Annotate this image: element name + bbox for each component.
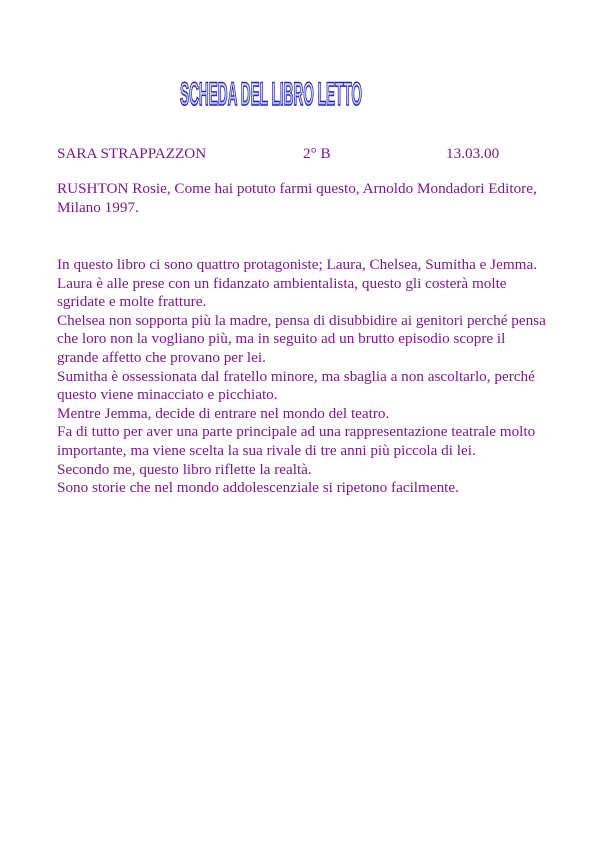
paragraph: In questo libro ci sono quattro protagoniste; Laura, Chelsea, Sumitha e Jemma.	[57, 256, 537, 273]
paragraph: Chelsea non sopporta più la madre, pensa di disubbidire ai genitori perché pensa che loro non la vogliano più, ma in seguito ad un brutto episodio scopre il grande affetto che provano per lei.	[57, 311, 546, 366]
body-text	[57, 256, 547, 498]
paragraph: Secondo me, questo libro riflette la realtà.	[57, 460, 312, 478]
document-date: 13.03.00	[446, 145, 500, 162]
paragraph: Mentre Jemma, decide di entrare nel mondo del teatro.	[57, 404, 390, 422]
document-title-text: SCHEDA DEL LIBRO LETTO	[180, 77, 362, 114]
student-class: 2° B	[303, 145, 331, 162]
student-name: SARA STRAPPAZZON	[57, 145, 207, 162]
document-title	[176, 72, 366, 114]
paragraph: Sumitha è ossessionata dal fratello minore, ma sbaglia a non ascoltarlo, perché questo viene minacciato e picchiato.	[57, 367, 535, 404]
paragraph: Sono storie che nel mondo addolescenziale si ripetono facilmente.	[57, 479, 459, 497]
bibliography: RUSHTON Rosie, Come hai potuto farmi questo, Arnoldo Mondadori Editore, Milano 1997.	[57, 180, 537, 216]
paragraph: Laura è alle prese con un fidanzato ambientalista, questo gli costerà molte sgridate e molte fratture.	[57, 274, 507, 311]
header-line	[57, 145, 547, 165]
paragraph: Fa di tutto per aver una parte principale ad una rappresentazione teatrale molto importante, ma viene scelta la sua rivale di tre anni più piccola di lei.	[57, 423, 536, 459]
wordart-title	[176, 72, 366, 114]
